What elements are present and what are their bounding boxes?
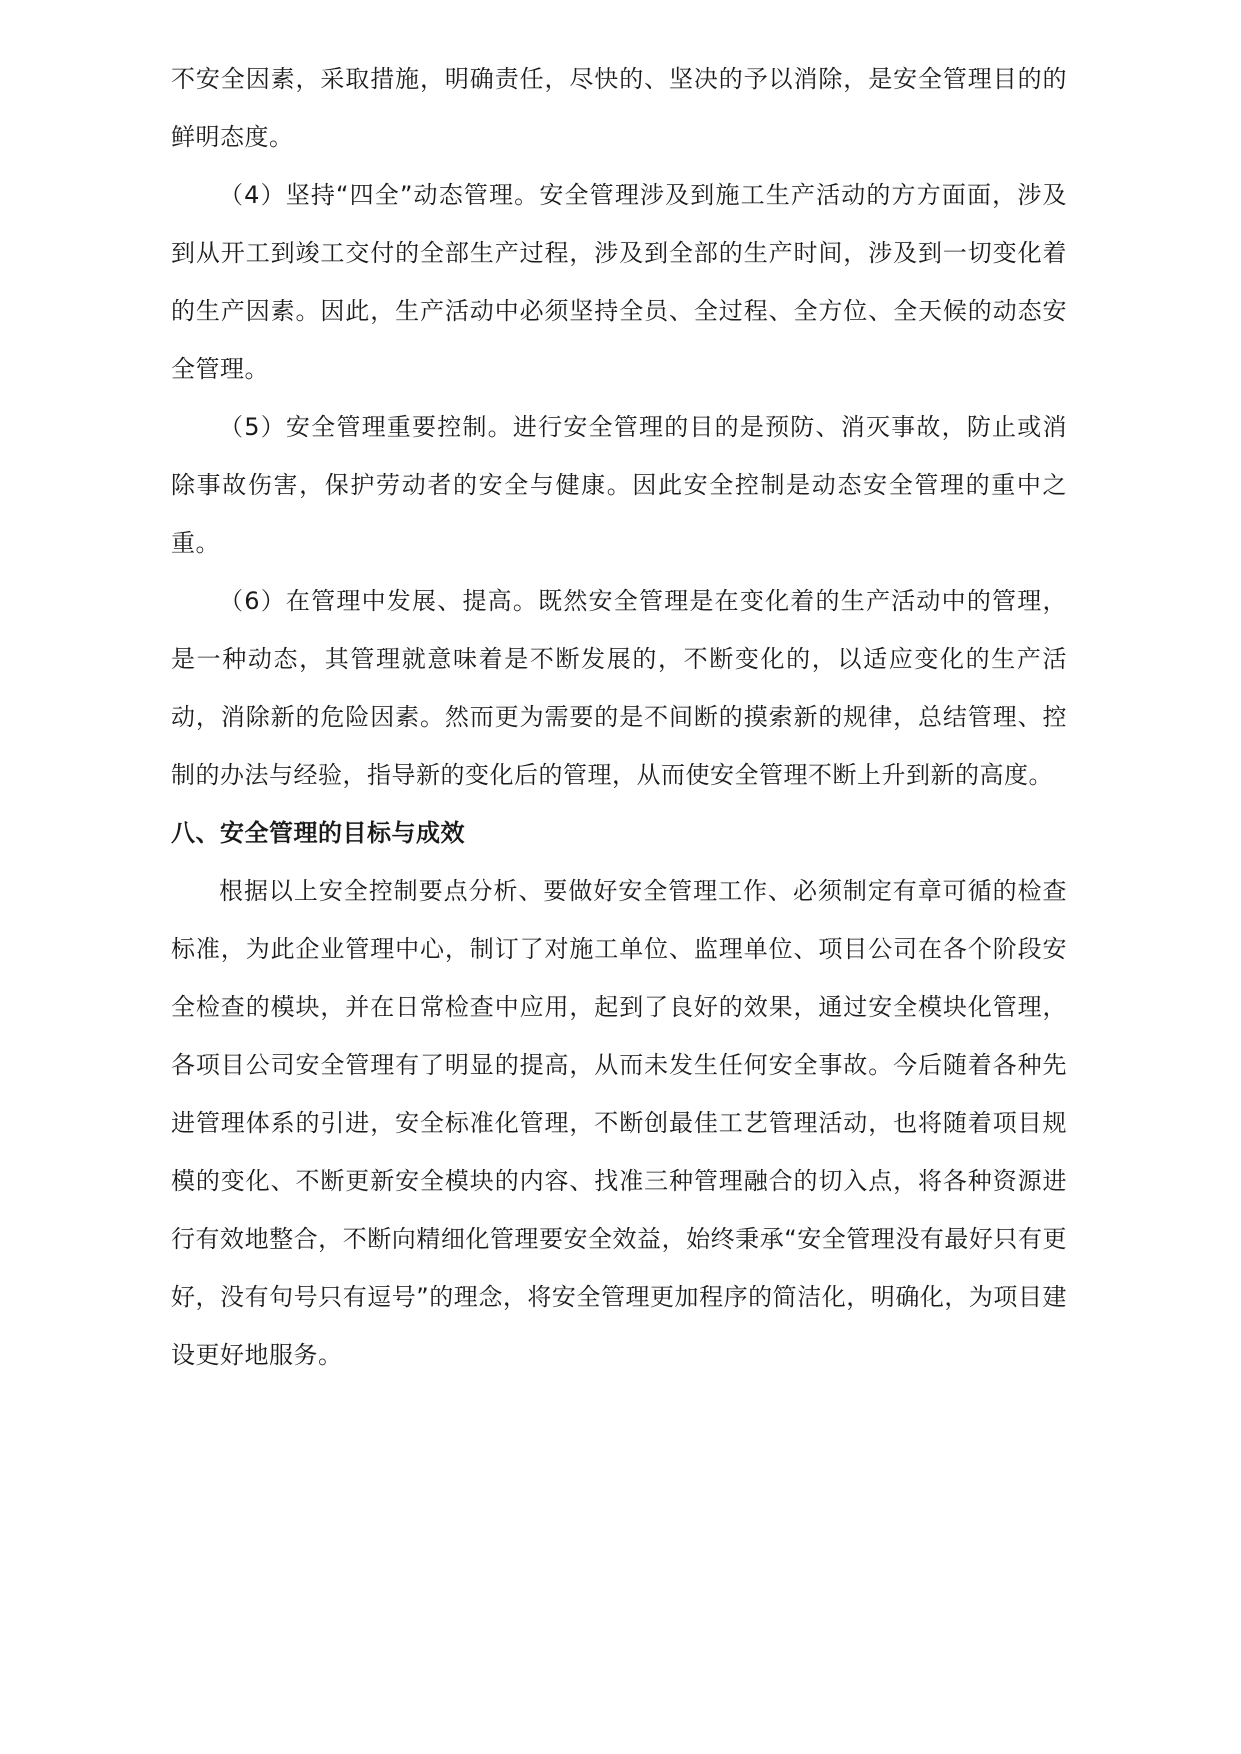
document-body [171, 50, 1067, 1384]
paragraph-continuation: 不安全因素，采取措施，明确责任，尽快的、坚决的予以消除，是安全管理目的的鲜明态度。 [171, 65, 1067, 151]
section-heading: 八、安全管理的目标与成效 [171, 819, 465, 847]
paragraph-item-4: （4）坚持“四全”动态管理。安全管理涉及到施工生产活动的方方面面，涉及到从开工到竣工交付的全部生产过程，涉及到全部的生产时间，涉及到一切变化着的生产因素。因此，生产活动中必须坚持全员、全过程、全方位、全天候的动态安全管理。 [171, 181, 1067, 383]
paragraph-item-6: （6）在管理中发展、提高。既然安全管理是在变化着的生产活动中的管理，是一种动态，其管理就意味着是不断发展的，不断变化的，以适应变化的生产活动，消除新的危险因素。然而更为需要的是不间断的摸索新的规律，总结管理、控制的办法与经验，指导新的变化后的管理，从而使安全管理不断上升到新的高度。 [171, 587, 1067, 789]
paragraph-item-5: （5）安全管理重要控制。进行安全管理的目的是预防、消灭事故，防止或消除事故伤害，保护劳动者的安全与健康。因此安全控制是动态安全管理的重中之重。 [171, 413, 1067, 557]
section-paragraph: 根据以上安全控制要点分析、要做好安全管理工作、必须制定有章可循的检查标准，为此企业管理中心，制订了对施工单位、监理单位、项目公司在各个阶段安全检查的模块，并在日常检查中应用，起到了良好的效果，通过安全模块化管理，各项目公司安全管理有了明显的提高，从而未发生任何安全事故。今后随着各种先进管理体系的引进，安全标准化管理，不断创最佳工艺管理活动，也将随着项目规模的变化、不断更新安全模块的内容、找准三种管理融合的切入点，将各种资源进行有效地整合，不断向精细化管理要安全效益，始终秉承“安全管理没有最好只有更好，没有句号只有逗号”的理念，将安全管理更加程序的简洁化，明确化，为项目建设更好地服务。 [171, 877, 1067, 1369]
